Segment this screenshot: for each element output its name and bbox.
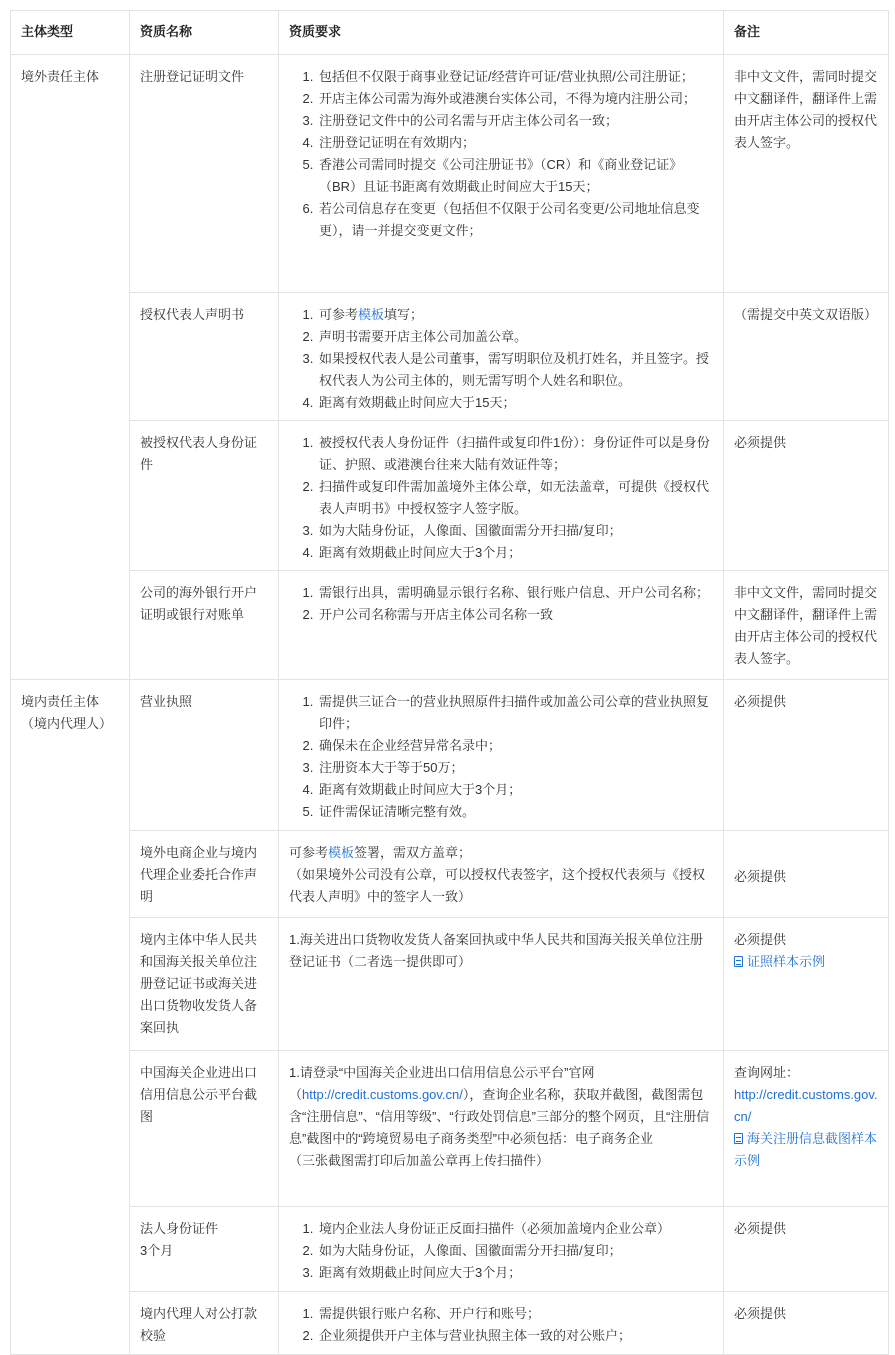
qualification-name: 公司的海外银行开户证明或银行对账单 [140,585,258,622]
qualification-name-cell [130,293,279,421]
remark-line [734,1303,878,1325]
qualification-name: 境外电商企业与境内代理企业委托合作声明 [140,845,258,904]
qualification-name-cell [130,918,279,1051]
requirement-item [317,154,713,198]
text: 如为大陆身份证，人像面、国徽面需分开扫描/复印； [319,523,622,538]
requirement-item [317,735,713,757]
text: 1.海关进出口货物收发货人备案回执或中华人民共和国海关报关单位注册登记证书（二者选一提供即可） [289,932,703,969]
qualification-name-cell [130,831,279,918]
text: （三张截图需打印后加盖公章再上传扫描件） [289,1153,550,1168]
remark-line [734,1128,878,1172]
text: 被授权代表人身份证件（扫描件或复印件1份）：身份证件可以是身份证、护照、或港澳台往来大陆有效证件等； [319,435,710,472]
table-row [11,831,889,918]
requirement-item [317,1325,713,1347]
requirement-item [317,432,713,476]
qualification-name-cell [130,55,279,293]
text: 查询网址： [734,1065,800,1080]
requirements-list [289,691,713,823]
qualification-name: 境内代理人对公打款校验 [140,1306,258,1343]
requirement-item [317,582,713,604]
requirements-cell [279,293,724,421]
header-qualification-name: 资质名称 [130,11,279,55]
remark-line [734,582,878,670]
remark-line [734,432,878,454]
link[interactable]: http://credit.customs.gov.cn/ [734,1087,878,1124]
qualification-name-cell [130,421,279,571]
requirements-cell [279,421,724,571]
remarks-cell [724,55,889,293]
remarks-cell [724,571,889,680]
requirement-item [317,198,713,242]
requirements-list [289,304,713,414]
text: 需银行出具，需明确显示银行名称、银行账户信息、开户公司名称； [319,585,710,600]
requirement-item [317,1240,713,1262]
entity-type-label: 境外责任主体 [21,69,100,84]
text: 确保未在企业经营异常名录中； [319,738,502,753]
requirement-item [317,476,713,520]
qualification-name: 营业执照 [140,694,193,709]
requirement-paragraph [289,1062,713,1150]
text: 距离有效期截止时间应大于3个月； [319,545,522,560]
text: 证件需保证清晰完整有效。 [319,804,476,819]
requirement-item [317,132,713,154]
requirements-cell [279,55,724,293]
text: 如果授权代表人是公司董事，需写明职位及机打姓名，并且签字。授权代表人为公司主体的，则无需写明个人姓名和职位。 [319,351,710,388]
remark-line [734,66,878,154]
requirement-paragraph [289,929,713,973]
requirement-item [317,1218,713,1240]
table-row [11,1292,889,1355]
entity-type-cell [11,55,130,680]
remarks-cell [724,1207,889,1292]
table-header-row [11,11,889,55]
header-remarks: 备注 [724,11,889,55]
requirement-item [317,779,713,801]
requirement-item [317,392,713,414]
qualification-name-cell [130,571,279,680]
qualification-name: 中国海关企业进出口信用信息公示平台截图 [140,1065,258,1124]
header-requirements: 资质要求 [279,11,724,55]
link[interactable]: 模板 [328,845,355,860]
table-row [11,55,889,293]
remark-line [734,1084,878,1128]
text: 可参考 [319,307,359,322]
requirements-cell [279,1207,724,1292]
remark-line [734,929,878,951]
remarks-cell [724,918,889,1051]
text: （如果境外公司没有公章，可以授权代表签字，这个授权代表须与《授权代表人声明》中的签字人一致） [289,867,706,904]
table-row [11,1207,889,1292]
requirement-paragraph [289,1150,713,1172]
remarks-cell [724,680,889,831]
table-row [11,421,889,571]
text: 必须提供 [734,932,787,947]
text: 境内企业法人身份证正反面扫描件（必须加盖境内企业公章） [319,1221,671,1236]
table-row [11,918,889,1051]
requirement-item [317,304,713,326]
table-row [11,293,889,421]
requirements-list [289,432,713,564]
qualification-name-cell [130,1207,279,1292]
text: 注册登记证明在有效期内； [319,135,476,150]
text: 可参考 [289,845,329,860]
requirement-item [317,110,713,132]
text: 距离有效期截止时间应大于15天； [319,395,516,410]
requirement-paragraph [289,864,713,908]
text: 若公司信息存在变更（包括但不仅限于公司名变更/公司地址信息变更），请一并提交变更文件； [319,201,700,238]
qualification-name: 注册登记证明文件 [140,69,245,84]
requirement-paragraph [289,842,713,864]
text: 开店主体公司需为海外或港澳台实体公司，不得为境内注册公司； [319,91,697,106]
document-icon [734,956,743,967]
requirements-list [289,66,713,242]
requirements-cell [279,680,724,831]
qualification-name: 被授权代表人身份证件 [140,435,258,472]
text: 必须提供 [734,435,787,450]
remark-line [734,304,878,326]
requirements-cell [279,1292,724,1355]
text: 需提供三证合一的营业执照原件扫描件或加盖公司公章的营业执照复印件； [319,694,710,731]
text: 必须提供 [734,1221,787,1236]
link[interactable]: 模板 [358,307,385,322]
qualification-name-cell [130,680,279,831]
remarks-cell [724,831,889,918]
qualification-table [10,10,889,1355]
entity-type-label: 境内责任主体 [21,694,100,709]
requirements-list [289,582,713,626]
requirement-item [317,604,713,626]
requirement-item [317,520,713,542]
qualification-name-cell [130,1292,279,1355]
text: 距离有效期截止时间应大于3个月； [319,1265,522,1280]
text: 必须提供 [734,868,787,884]
remarks-cell [724,293,889,421]
text: 包括但不仅限于商事业登记证/经营许可证/营业执照/公司注册证； [319,69,694,84]
table-row [11,1051,889,1207]
requirement-item [317,1262,713,1284]
requirement-item [317,757,713,779]
text: 如为大陆身份证，人像面、国徽面需分开扫描/复印； [319,1243,622,1258]
remark-line [734,1062,878,1084]
text: ），查询企业名称，获取并截图，截图需包含“注册信息”、“信用等级”、“行政处罚信息”三部分的整个网页，且“注册信息”截图中的“跨境贸易电子商务类型”中必须包括：电子商务企业 [289,1087,710,1146]
text: 注册资本大于等于50万； [319,760,464,775]
requirements-list [289,1303,713,1347]
qualification-name: 授权代表人声明书 [140,307,245,322]
text: 声明书需要开店主体公司加盖公章。 [319,329,528,344]
link[interactable]: http://credit.customs.gov.cn/ [302,1087,463,1102]
link[interactable]: 证照样本示例 [734,954,825,969]
remark-line [734,866,878,888]
text: 填写； [384,307,424,322]
link[interactable]: 海关注册信息截图样本示例 [734,1131,878,1168]
text: 非中文文件，需同时提交中文翻译件，翻译件上需由开店主体公司的授权代表人签字。 [734,585,878,666]
text: （需提交中英文双语版） [734,307,878,322]
remarks-cell [724,1051,889,1207]
requirements-cell [279,1051,724,1207]
document-icon [734,1133,743,1144]
entity-type-cell [11,680,130,1355]
requirement-item [317,691,713,735]
text: 必须提供 [734,694,787,709]
requirement-item [317,801,713,823]
requirements-cell [279,918,724,1051]
text: 距离有效期截止时间应大于3个月； [319,782,522,797]
table-row [11,571,889,680]
remark-line [734,951,878,973]
requirement-item [317,1303,713,1325]
text: 注册登记文件中的公司名需与开店主体公司名一致； [319,113,619,128]
requirements-cell [279,571,724,680]
requirement-item [317,348,713,392]
text: 企业须提供开户主体与营业执照主体一致的对公账户； [319,1328,632,1343]
remarks-cell [724,421,889,571]
requirement-item [317,326,713,348]
remarks-cell [724,1292,889,1355]
requirements-cell [279,831,724,918]
text: 非中文文件，需同时提交中文翻译件，翻译件上需由开店主体公司的授权代表人签字。 [734,69,878,150]
requirement-item [317,66,713,88]
requirements-list [289,1218,713,1284]
qualification-name-cell [130,1051,279,1207]
qualification-name: 3个月 [140,1243,174,1258]
qualification-name: 境内主体中华人民共和国海关报关单位注册登记证书或海关进出口货物收发货人备案回执 [140,932,258,1035]
remark-line [734,1218,878,1240]
text: 1.请登录“中国海关企业进出口信用信息公示平台”官网（ [289,1065,595,1102]
qualification-name: 法人身份证件 [140,1221,219,1236]
text: 香港公司需同时提交《公司注册证书》（CR）和《商业登记证》（BR）且证书距离有效期截止时间应大于15天； [319,157,683,194]
text: 开户公司名称需与开店主体公司名称一致 [319,607,554,622]
text: 扫描件或复印件需加盖境外主体公章，如无法盖章，可提供《授权代表人声明书》中授权签字人签字版。 [319,479,710,516]
text: 签署，需双方盖章； [354,845,472,860]
entity-type-label: （境内代理人） [21,716,113,731]
text: 需提供银行账户名称、开户行和账号； [319,1306,541,1321]
table-row [11,680,889,831]
requirement-item [317,542,713,564]
remark-line [734,691,878,713]
text: 必须提供 [734,1306,787,1321]
header-entity-type: 主体类型 [11,11,130,55]
requirement-item [317,88,713,110]
